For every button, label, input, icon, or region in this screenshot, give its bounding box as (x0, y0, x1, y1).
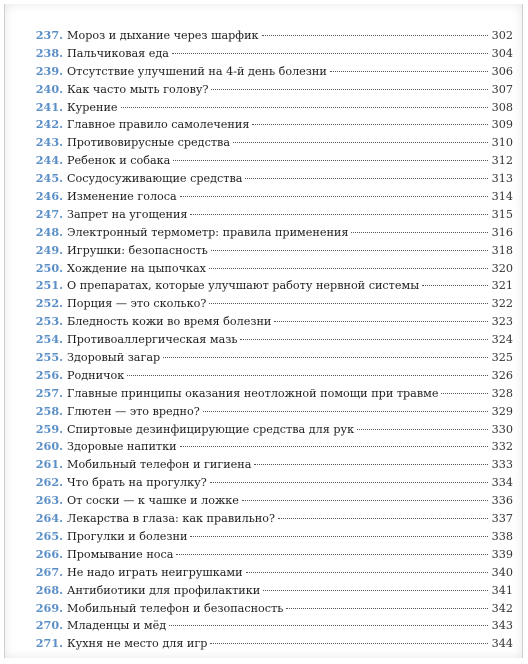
entry-title: Кухня не место для игр (67, 637, 208, 651)
toc-entry (19, 313, 513, 331)
dot-leader (357, 429, 488, 430)
entry-number: 266. (35, 546, 63, 561)
toc-entry (19, 224, 513, 242)
entry-page-number: 314 (491, 190, 513, 204)
entry-title: Противоаллергическая мазь (67, 333, 238, 347)
toc-entry (19, 206, 513, 224)
entry-number: 259. (35, 421, 63, 436)
toc-entry (19, 438, 513, 456)
toc-entry (19, 152, 513, 170)
entry-title: Игрушки: безопасность (67, 243, 208, 257)
dot-leader (246, 572, 488, 573)
entry-title: Порция — это сколько? (67, 297, 207, 311)
entry-page-number: 329 (491, 404, 513, 418)
entry-number: 252. (35, 296, 63, 311)
entry-page-number: 328 (491, 386, 513, 400)
entry-page-number: 333 (491, 458, 513, 472)
entry-number: 270. (35, 618, 63, 633)
entry-page-number: 342 (491, 601, 513, 615)
entry-number: 247. (35, 206, 63, 221)
entry-title: Противовирусные средства (67, 136, 230, 150)
entry-number: 267. (35, 564, 63, 579)
entry-number: 262. (35, 475, 63, 490)
dot-leader (209, 268, 488, 269)
toc-entry (19, 528, 513, 546)
entry-title: Курение (67, 100, 118, 114)
entry-title: Спиртовые дезинфицирующие средства для рук (67, 422, 355, 436)
toc-entry (19, 564, 513, 582)
entry-number: 255. (35, 350, 63, 365)
entry-title: Родничок (67, 368, 125, 382)
entry-number: 248. (35, 224, 63, 239)
toc-entry (19, 349, 513, 367)
entry-title: Промывание носа (67, 547, 174, 561)
toc-entry (19, 188, 513, 206)
entry-title: Здоровые напитки (67, 440, 177, 454)
dot-leader (211, 89, 488, 90)
entry-page-number: 340 (491, 565, 513, 579)
dot-leader (180, 446, 488, 447)
entry-page-number: 338 (491, 529, 513, 543)
entry-title: Младенцы и мёд (67, 619, 167, 633)
entry-title: Запрет на угощения (67, 207, 188, 221)
dot-leader (210, 482, 488, 483)
entry-page-number: 304 (491, 46, 513, 60)
entry-page-number: 310 (491, 136, 513, 150)
toc-entry (19, 546, 513, 564)
entry-title: Мороз и дыхание через шарфик (67, 29, 259, 42)
toc-entry (19, 331, 513, 349)
entry-page-number: 316 (491, 225, 513, 239)
entry-title: Мобильный телефон и безопасность (67, 601, 284, 615)
dot-leader (262, 35, 488, 36)
entry-title: Главное правило самолечения (67, 118, 250, 132)
entry-title: Антибиотики для профилактики (67, 583, 261, 597)
entry-page-number: 322 (491, 297, 513, 311)
dot-leader (278, 518, 488, 519)
entry-title: Отсутствие улучшений на 4-й день болезни (67, 64, 327, 78)
entry-number: 251. (35, 278, 63, 293)
entry-page-number: 332 (491, 440, 513, 454)
entry-page-number: 302 (491, 29, 513, 42)
entry-number: 271. (35, 636, 63, 651)
toc-entry (19, 99, 513, 117)
entry-title: Глютен — это вредно? (67, 404, 200, 418)
entry-number: 239. (35, 63, 63, 78)
entry-number: 254. (35, 332, 63, 347)
dot-leader (172, 53, 488, 54)
toc-entry (19, 63, 513, 81)
dot-leader (173, 160, 488, 161)
entry-page-number: 343 (491, 619, 513, 633)
entry-page-number: 324 (491, 333, 513, 347)
entry-page-number: 312 (491, 154, 513, 168)
entry-page-number: 325 (491, 351, 513, 365)
entry-title: Ребенок и собака (67, 154, 171, 168)
entry-number: 246. (35, 189, 63, 204)
toc-entry (19, 385, 513, 403)
dot-leader (254, 464, 488, 465)
entry-page-number: 336 (491, 494, 513, 508)
entry-number: 263. (35, 493, 63, 508)
toc-entry (19, 456, 513, 474)
entry-title: Не надо играть неигрушками (67, 565, 243, 579)
toc-entry (19, 81, 513, 99)
dot-leader (190, 214, 488, 215)
toc-entry (19, 510, 513, 528)
entry-page-number: 341 (491, 583, 513, 597)
dot-leader (169, 625, 488, 626)
toc-entry (19, 635, 513, 653)
toc-entry (19, 403, 513, 421)
entry-title: Что брать на прогулку? (67, 476, 207, 490)
dot-leader (127, 375, 488, 376)
entry-number: 258. (35, 403, 63, 418)
dot-leader (330, 71, 488, 72)
toc-entry (19, 45, 513, 63)
dot-leader (286, 608, 488, 609)
entry-page-number: 308 (491, 100, 513, 114)
entry-number: 264. (35, 511, 63, 526)
entry-page-number: 309 (491, 118, 513, 132)
dot-leader (252, 124, 488, 125)
entry-title: О препаратах, которые улучшают работу нервной системы (67, 279, 420, 293)
entry-page-number: 307 (491, 82, 513, 96)
entry-title: Пальчиковая еда (67, 46, 169, 60)
entry-page-number: 320 (491, 261, 513, 275)
toc-entry (19, 134, 513, 152)
entry-page-number: 337 (491, 512, 513, 526)
dot-leader (422, 285, 488, 286)
entry-number: 269. (35, 600, 63, 615)
entry-title: Главные принципы оказания неотложной помощи при травме (67, 386, 439, 400)
toc-entry (19, 582, 513, 600)
entry-number: 249. (35, 242, 63, 257)
entry-title: Хождение на цыпочках (67, 261, 206, 275)
dot-leader (274, 321, 488, 322)
entry-number: 253. (35, 314, 63, 329)
entry-page-number: 326 (491, 368, 513, 382)
entry-page-number: 321 (491, 279, 513, 293)
dot-leader (351, 232, 488, 233)
entry-title: Прогулки и болезни (67, 529, 188, 543)
entry-number: 242. (35, 117, 63, 132)
entry-page-number: 339 (491, 547, 513, 561)
dot-leader (263, 590, 488, 591)
entry-title: Сосудосуживающие средства (67, 172, 243, 186)
entry-number: 257. (35, 385, 63, 400)
entry-page-number: 323 (491, 315, 513, 329)
entry-number: 237. (35, 28, 63, 42)
entry-title: Изменение голоса (67, 190, 177, 204)
entry-title: Лекарства в глаза: как правильно? (67, 512, 275, 526)
dot-leader (441, 393, 488, 394)
entry-number: 268. (35, 582, 63, 597)
book-page (4, 4, 523, 658)
dot-leader (190, 536, 488, 537)
toc-entry (19, 170, 513, 188)
dot-leader (203, 411, 488, 412)
entry-number: 250. (35, 260, 63, 275)
entry-number: 256. (35, 367, 63, 382)
entry-title: Мобильный телефон и гигиена (67, 458, 252, 472)
entry-title: От соски — к чашке и ложке (67, 494, 239, 508)
dot-leader (245, 178, 488, 179)
toc-entry (19, 474, 513, 492)
dot-leader (210, 643, 488, 644)
entry-number: 261. (35, 457, 63, 472)
entry-title: Бледность кожи во время болезни (67, 315, 272, 329)
toc-entry (19, 421, 513, 439)
entry-page-number: 334 (491, 476, 513, 490)
entry-page-number: 313 (491, 172, 513, 186)
entry-number: 243. (35, 135, 63, 150)
toc-entry (19, 492, 513, 510)
dot-leader (180, 196, 488, 197)
entry-title: Здоровый загар (67, 351, 161, 365)
toc-entry (19, 600, 513, 618)
toc-entry (19, 617, 513, 635)
dot-leader (240, 339, 488, 340)
dot-leader (211, 250, 488, 251)
dot-leader (163, 357, 488, 358)
entry-page-number: 306 (491, 64, 513, 78)
entry-number: 265. (35, 528, 63, 543)
toc-entry (19, 295, 513, 313)
toc-entry (19, 367, 513, 385)
entry-page-number: 330 (491, 422, 513, 436)
dot-leader (233, 142, 488, 143)
entry-number: 260. (35, 439, 63, 454)
toc-entry (19, 260, 513, 278)
entry-number: 244. (35, 153, 63, 168)
entry-page-number: 318 (491, 243, 513, 257)
toc-entry (19, 242, 513, 260)
entry-number: 245. (35, 171, 63, 186)
dot-leader (176, 554, 488, 555)
dot-leader (209, 303, 488, 304)
entry-number: 241. (35, 99, 63, 114)
toc-entry (19, 27, 513, 45)
toc-entry (19, 277, 513, 295)
toc-entry (19, 116, 513, 134)
entry-title: Как часто мыть голову? (67, 82, 209, 96)
entry-page-number: 315 (491, 207, 513, 221)
dot-leader (242, 500, 488, 501)
entry-number: 238. (35, 45, 63, 60)
dot-leader (121, 107, 488, 108)
entry-page-number: 344 (491, 637, 513, 651)
entry-title: Электронный термометр: правила применения (67, 225, 349, 239)
table-of-contents (19, 27, 513, 653)
entry-number: 240. (35, 81, 63, 96)
